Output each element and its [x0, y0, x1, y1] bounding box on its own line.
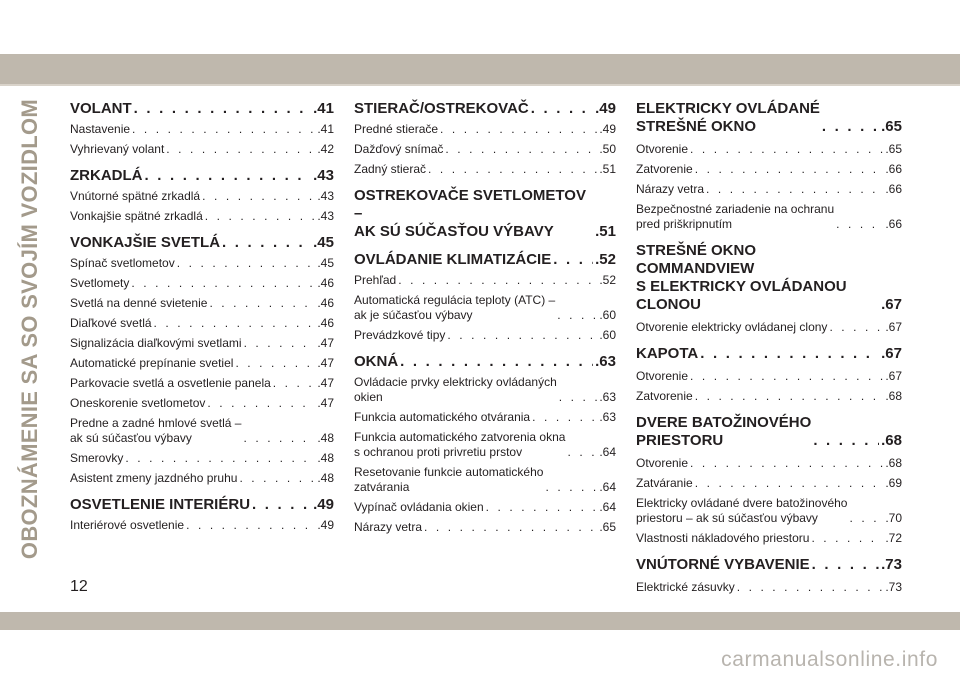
- entry-page: .52: [599, 273, 616, 287]
- dot-leader: [813, 432, 879, 450]
- toc-entry[interactable]: [70, 296, 334, 311]
- entry-title: Nárazy vetra: [354, 520, 423, 534]
- entry-title: Otvorenie: [636, 456, 689, 470]
- entry-title: Elektrické zásuvky: [636, 580, 735, 594]
- section-heading[interactable]: [70, 496, 334, 514]
- entry-title: Svetlá na denné svietenie: [70, 296, 208, 310]
- toc-section: [70, 496, 334, 533]
- entry-page: .48: [317, 431, 334, 445]
- toc-entry[interactable]: [70, 376, 334, 391]
- entry-page: .73: [885, 580, 902, 594]
- entry-page: .46: [317, 276, 334, 290]
- dot-leader: [531, 100, 593, 118]
- section-heading[interactable]: [636, 242, 902, 314]
- toc-section: [70, 234, 334, 486]
- entry-page: .46: [317, 296, 334, 310]
- section-page: .49: [595, 100, 616, 117]
- entry-page: .66: [885, 162, 902, 176]
- dot-leader: [545, 480, 597, 495]
- entry-page: .50: [599, 142, 616, 156]
- section-heading[interactable]: [636, 414, 902, 450]
- dot-leader: [424, 520, 597, 535]
- section-title: OSTREKOVAČE SVETLOMETOV – AK SÚ SÚČASŤOU VÝBAVY: [354, 187, 586, 240]
- toc-section: [354, 187, 616, 241]
- section-title: ZRKADLÁ: [70, 167, 143, 184]
- entry-page: .47: [317, 336, 334, 350]
- toc-section: [636, 242, 902, 335]
- toc-section: [636, 414, 902, 546]
- section-page: .51: [595, 223, 616, 240]
- entry-page: .63: [599, 390, 616, 404]
- toc-entry[interactable]: [636, 580, 902, 595]
- section-title: VOLANT: [70, 100, 132, 117]
- toc-entry[interactable]: [70, 276, 334, 291]
- entry-title: Vyhrievaný volant: [70, 142, 165, 156]
- toc-entry[interactable]: [636, 202, 902, 232]
- section-page: .63: [595, 353, 616, 370]
- section-heading[interactable]: [636, 556, 902, 574]
- entry-page: .70: [885, 511, 902, 525]
- dot-leader: [125, 451, 315, 466]
- toc-entry[interactable]: [636, 389, 902, 404]
- entry-title: Zatvorenie: [636, 162, 693, 176]
- toc-entry[interactable]: [354, 500, 616, 515]
- entry-title: Zadný stierač: [354, 162, 427, 176]
- toc-entry[interactable]: [354, 273, 616, 288]
- section-title: OVLÁDANIE KLIMATIZÁCIE: [354, 251, 552, 268]
- dot-leader: [706, 182, 883, 197]
- dot-leader: [445, 142, 597, 157]
- section-title: VNÚTORNÉ VYBAVENIE: [636, 556, 810, 573]
- toc-entry[interactable]: [636, 142, 902, 157]
- toc-entry[interactable]: [70, 336, 334, 351]
- entry-page: .43: [317, 209, 334, 223]
- entry-title: Vnútorné spätné zrkadlá: [70, 189, 201, 203]
- section-page: .41: [313, 100, 334, 117]
- dot-leader: [154, 316, 316, 331]
- footer-band: [0, 612, 960, 630]
- dot-leader: [447, 328, 597, 343]
- toc-column-3: [636, 100, 902, 600]
- section-heading[interactable]: [354, 187, 616, 241]
- entry-page: .43: [317, 189, 334, 203]
- dot-leader: [398, 273, 597, 288]
- toc-entry[interactable]: [70, 471, 334, 486]
- dot-leader: [557, 308, 597, 323]
- entry-page: .68: [885, 456, 902, 470]
- entry-title: Nastavenie: [70, 122, 131, 136]
- dot-leader: [222, 234, 311, 252]
- toc-entry[interactable]: [354, 465, 616, 495]
- section-page: .67: [881, 296, 902, 313]
- dot-leader: [145, 167, 312, 185]
- dot-leader: [440, 122, 597, 137]
- dot-leader: [273, 376, 316, 391]
- toc-entry[interactable]: [354, 162, 616, 177]
- entry-page: .48: [317, 471, 334, 485]
- toc-entry[interactable]: [354, 142, 616, 157]
- entry-title: Oneskorenie svetlometov: [70, 396, 206, 410]
- dot-leader: [202, 189, 315, 204]
- dot-leader: [186, 518, 315, 533]
- entry-page: .49: [599, 122, 616, 136]
- toc-entry[interactable]: [70, 451, 334, 466]
- entry-title: Otvorenie elektricky ovládanej clony: [636, 320, 828, 334]
- entry-page: .47: [317, 376, 334, 390]
- header-rule: [0, 84, 960, 86]
- entry-page: .68: [885, 389, 902, 403]
- entry-page: .66: [885, 217, 902, 231]
- entry-page: .49: [317, 518, 334, 532]
- toc-entry[interactable]: [70, 189, 334, 204]
- toc-column-1: [70, 100, 334, 538]
- section-heading[interactable]: [70, 234, 334, 252]
- entry-page: .67: [885, 369, 902, 383]
- dot-leader: [567, 445, 597, 460]
- toc-entry[interactable]: [636, 496, 902, 526]
- section-title: KAPOTA: [636, 345, 699, 362]
- entry-title: Signalizácia diaľkovými svetlami: [70, 336, 242, 350]
- toc-entry[interactable]: [70, 396, 334, 411]
- section-title: VONKAJŠIE SVETLÁ: [70, 234, 221, 251]
- section-heading[interactable]: [70, 167, 334, 185]
- dot-leader: [207, 396, 315, 411]
- entry-title: Resetovanie funkcie automatického zatvárania: [354, 465, 544, 494]
- entry-title: Asistent zmeny jazdného pruhu: [70, 471, 238, 485]
- section-page: .73: [881, 556, 902, 573]
- toc-entry[interactable]: [354, 520, 616, 535]
- entry-title: Vlastnosti nákladového priestoru: [636, 531, 810, 545]
- dot-leader: [177, 256, 316, 271]
- section-page: .49: [313, 496, 334, 513]
- dot-leader: [849, 511, 883, 526]
- dot-leader: [700, 345, 879, 363]
- entry-page: .48: [317, 451, 334, 465]
- entry-title: Ovládacie prvky elektricky ovládaných okien: [354, 375, 557, 404]
- entry-page: .41: [317, 122, 334, 136]
- dot-leader: [166, 142, 315, 157]
- section-heading[interactable]: [636, 345, 902, 363]
- entry-title: Zatvorenie: [636, 389, 693, 403]
- toc-entry[interactable]: [636, 531, 902, 546]
- toc-entry[interactable]: [70, 256, 334, 271]
- toc-entry[interactable]: [636, 456, 902, 471]
- entry-title: Predné stierače: [354, 122, 439, 136]
- toc-entry[interactable]: [636, 162, 902, 177]
- entry-title: Otvorenie: [636, 142, 689, 156]
- dot-leader: [209, 296, 315, 311]
- chapter-side-title: [8, 88, 52, 570]
- entry-page: .45: [317, 256, 334, 270]
- section-heading[interactable]: [354, 100, 616, 118]
- entry-title: Zatváranie: [636, 476, 693, 490]
- entry-page: .66: [885, 182, 902, 196]
- dot-leader: [486, 500, 598, 515]
- section-page: .68: [881, 432, 902, 449]
- toc-section: [354, 100, 616, 177]
- section-title: STIERAČ/OSTREKOVAČ: [354, 100, 529, 117]
- dot-leader: [812, 556, 879, 574]
- entry-title: Parkovacie svetlá a osvetlenie panela: [70, 376, 271, 390]
- watermark-text: carmanualsonline.info: [721, 648, 938, 671]
- toc-section: [354, 353, 616, 535]
- toc-entry[interactable]: [354, 293, 616, 323]
- entry-title: Vonkajšie spätné zrkadlá: [70, 209, 203, 223]
- toc-column-2: [354, 100, 616, 540]
- dot-leader: [244, 336, 316, 351]
- dot-leader: [836, 217, 883, 232]
- toc-entry[interactable]: [70, 416, 334, 446]
- entry-page: .64: [599, 500, 616, 514]
- section-title: DVERE BATOŽINOVÉHO PRIESTORU: [636, 414, 812, 449]
- entry-title: Interiérové osvetlenie: [70, 518, 185, 532]
- entry-title: Spínač svetlometov: [70, 256, 175, 270]
- entry-title: Prevádzkové tipy: [354, 328, 446, 342]
- section-page: .52: [595, 251, 616, 268]
- entry-page: .46: [317, 316, 334, 330]
- section-heading[interactable]: [354, 353, 616, 371]
- toc-entry[interactable]: [636, 476, 902, 491]
- toc-entry[interactable]: [70, 209, 334, 224]
- entry-page: .60: [599, 308, 616, 322]
- section-page: .67: [881, 345, 902, 362]
- entry-title: Funkcia automatického zatvorenia okna s ochranou proti privretiu prstov: [354, 430, 566, 459]
- toc-entry[interactable]: [354, 430, 616, 460]
- entry-page: .63: [599, 410, 616, 424]
- entry-title: Prehľad: [354, 273, 397, 287]
- section-page: .43: [313, 167, 334, 184]
- entry-title: Svetlomety: [70, 276, 130, 290]
- dot-leader: [811, 531, 883, 546]
- dot-leader: [695, 476, 884, 491]
- entry-title: Funkcia automatického otvárania: [354, 410, 531, 424]
- section-heading[interactable]: [70, 100, 334, 118]
- toc-entry[interactable]: [636, 182, 902, 197]
- toc-entry[interactable]: [354, 410, 616, 425]
- dot-leader: [239, 471, 315, 486]
- toc-entry[interactable]: [70, 142, 334, 157]
- dot-leader: [829, 320, 883, 335]
- entry-title: Predne a zadné hmlové svetlá – ak sú súčasťou výbavy: [70, 416, 242, 445]
- toc-section: [70, 100, 334, 157]
- toc-entry[interactable]: [70, 518, 334, 533]
- dot-leader: [690, 456, 883, 471]
- entry-title: Automatická regulácia teploty (ATC) – ak je súčasťou výbavy: [354, 293, 556, 322]
- toc-entry[interactable]: [354, 375, 616, 405]
- dot-leader: [695, 389, 884, 404]
- dot-leader: [132, 122, 315, 137]
- chapter-side-title-text: OBOZNÁMENIE SA SO SVOJÍM VOZIDLOM: [17, 98, 42, 560]
- entry-page: .67: [885, 320, 902, 334]
- dot-leader: [134, 100, 311, 118]
- dot-leader: [737, 580, 884, 595]
- entry-page: .64: [599, 480, 616, 494]
- entry-title: Elektricky ovládané dvere batožinového priestoru – ak sú súčasťou výbavy: [636, 496, 848, 525]
- toc-entry[interactable]: [636, 369, 902, 384]
- dot-leader: [690, 142, 883, 157]
- entry-page: .42: [317, 142, 334, 156]
- toc-section: [354, 251, 616, 343]
- dot-leader: [131, 276, 315, 291]
- entry-title: Automatické prepínanie svetiel: [70, 356, 234, 370]
- entry-title: Vypínač ovládania okien: [354, 500, 484, 514]
- dot-leader: [243, 431, 315, 446]
- toc-section: [636, 345, 902, 404]
- entry-title: Nárazy vetra: [636, 182, 705, 196]
- toc-entry[interactable]: [70, 356, 334, 371]
- entry-page: .69: [885, 476, 902, 490]
- section-title: OKNÁ: [354, 353, 399, 370]
- toc-entry[interactable]: [70, 316, 334, 331]
- header-band: [0, 54, 960, 84]
- dot-leader: [252, 496, 311, 514]
- entry-page: .64: [599, 445, 616, 459]
- section-heading[interactable]: [354, 251, 616, 269]
- top-header-bar: [0, 0, 960, 88]
- toc-section: [636, 100, 902, 232]
- entry-title: Otvorenie: [636, 369, 689, 383]
- toc-section: [636, 556, 902, 595]
- dot-leader: [690, 369, 883, 384]
- dot-leader: [822, 118, 879, 136]
- dot-leader: [235, 356, 315, 371]
- entry-title: Bezpečnostné zariadenie na ochranu pred priškripnutím: [636, 202, 835, 231]
- entry-page: .65: [885, 142, 902, 156]
- toc-entry[interactable]: [70, 122, 334, 137]
- entry-title: Diaľkové svetlá: [70, 316, 152, 330]
- entry-page: .47: [317, 396, 334, 410]
- dot-leader: [400, 353, 593, 371]
- toc-entry[interactable]: [354, 122, 616, 137]
- dot-leader: [559, 390, 598, 405]
- toc-section: [70, 167, 334, 224]
- toc-entry[interactable]: [636, 320, 902, 335]
- dot-leader: [428, 162, 597, 177]
- toc-entry[interactable]: [354, 328, 616, 343]
- section-page: .45: [313, 234, 334, 251]
- section-heading[interactable]: [636, 100, 902, 136]
- section-title: STREŠNÉ OKNO COMMANDVIEW S ELEKTRICKY OVLÁDANOU CLONOU: [636, 242, 847, 313]
- entry-page: .65: [599, 520, 616, 534]
- entry-page: .47: [317, 356, 334, 370]
- entry-title: Smerovky: [70, 451, 124, 465]
- section-page: .65: [881, 118, 902, 135]
- dot-leader: [532, 410, 597, 425]
- dot-leader: [205, 209, 316, 224]
- page-number: 12: [70, 578, 88, 595]
- entry-page: .60: [599, 328, 616, 342]
- section-title: OSVETLENIE INTERIÉRU: [70, 496, 251, 513]
- dot-leader: [553, 251, 593, 269]
- entry-page: .72: [885, 531, 902, 545]
- entry-page: .51: [599, 162, 616, 176]
- dot-leader: [695, 162, 884, 177]
- entry-title: Dažďový snímač: [354, 142, 444, 156]
- section-title: ELEKTRICKY OVLÁDANÉ STREŠNÉ OKNO: [636, 100, 820, 135]
